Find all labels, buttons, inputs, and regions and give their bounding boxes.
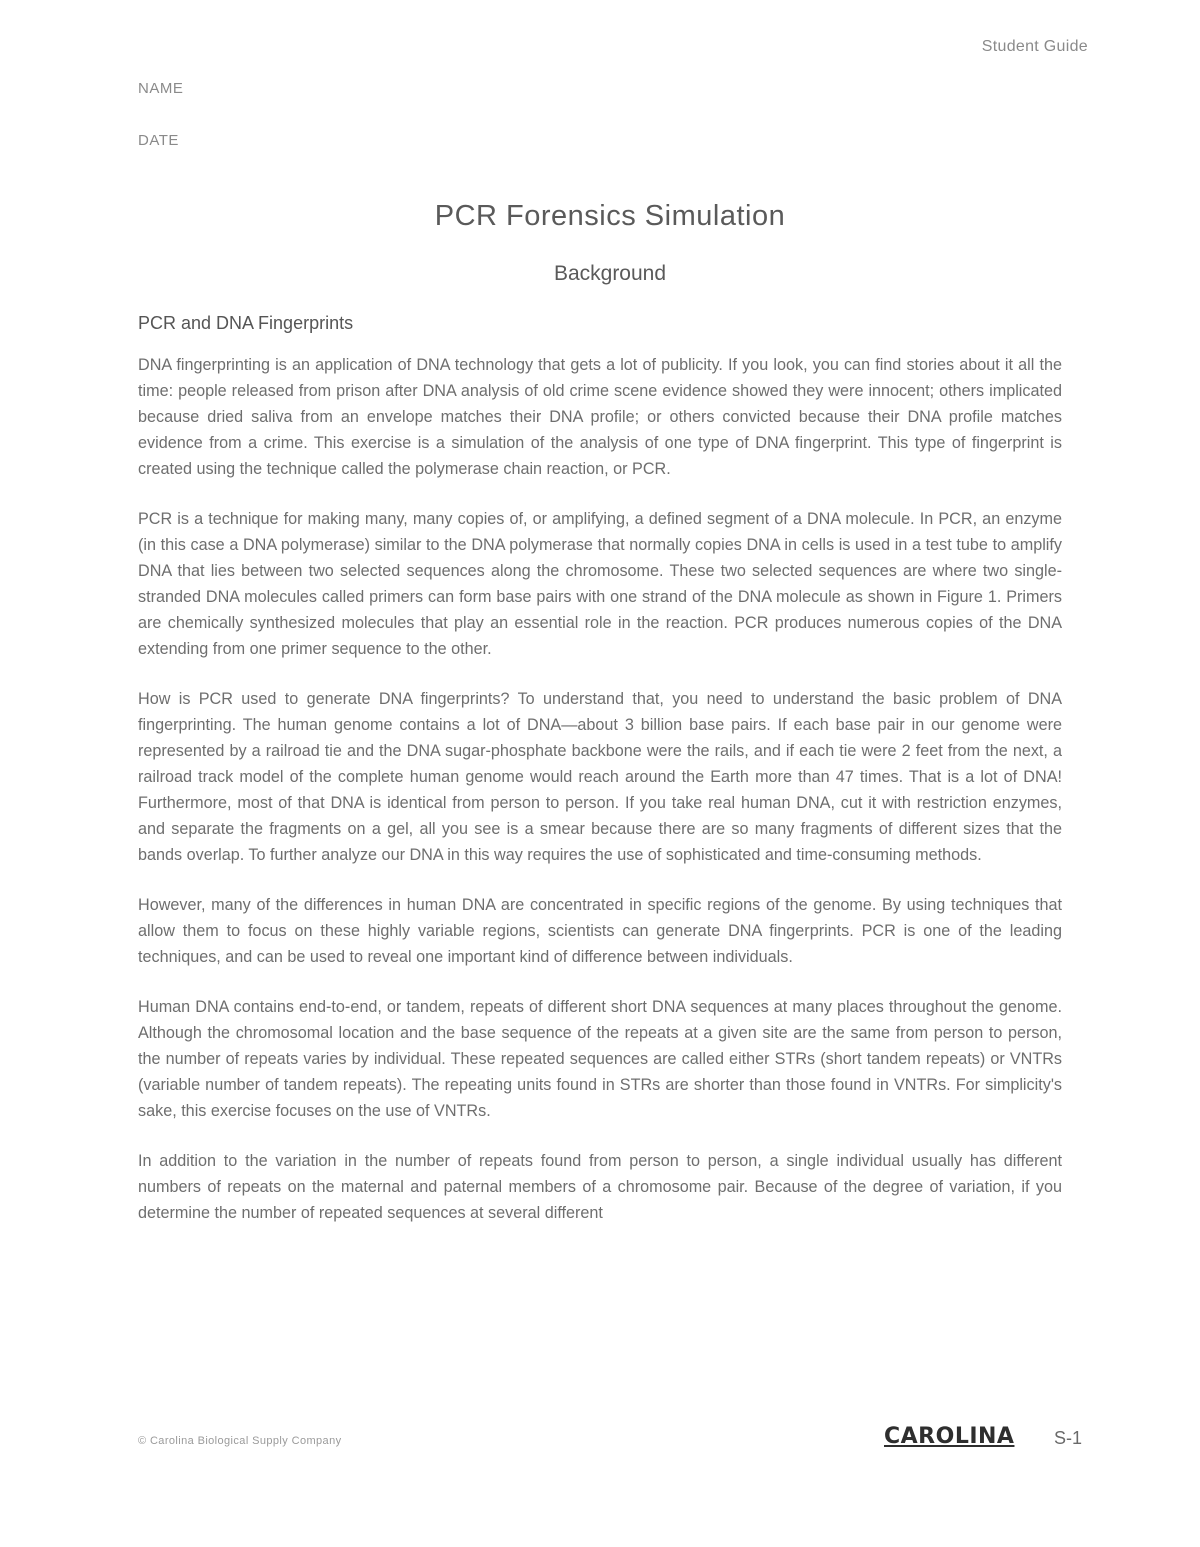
paragraph-1: DNA fingerprinting is an application of DNA technology that gets a lot of publicity. If you look, you can find stories about it all the time: people released from prison after DNA analysis of old crime scene evidence showed they were innocent; others implicated because dried saliva from an envelope matches their DNA profile; or others convicted because their DNA profile matches evidence from a crime. This exercise is a simulation of the analysis of one type of DNA fingerprint. This type of fingerprint is created using the technique called the polymerase chain reaction, or PCR.: [138, 356, 1062, 478]
paragraph-3: How is PCR used to generate DNA fingerprints? To understand that, you need to understand the basic problem of DNA fingerprinting. The human genome contains a lot of DNA—about 3 billion base pairs. If each base pair in our genome were represented by a railroad tie and the DNA sugar-phosphate backbone were the rails, and if each tie were 2 feet from the next, a railroad track model of the complete human genome would reach around the Earth more than 47 times. That is a lot of DNA! Furthermore, most of that DNA is identical from person to person. If you take real human DNA, cut it with restriction enzymes, and separate the fragments on a gel, all you see is a smear because there are so many fragments of different sizes that the bands overlap. To further analyze our DNA in this way requires the use of sophisticated and time-consuming methods.: [138, 690, 1062, 864]
paragraph-6: In addition to the variation in the number of repeats found from person to person, a single individual usually has different numbers of repeats on the maternal and paternal members of a chromosome pair. Because of the degree of variation, if you determine the number of repeated sequences at several different: [138, 1152, 1062, 1222]
page-number: S-1: [1054, 1428, 1083, 1448]
paragraph-2: PCR is a technique for making many, many copies of, or amplifying, a defined segment of a DNA molecule. In PCR, an enzyme (in this case a DNA polymerase) similar to the DNA polymerase that normally copies DNA in cells is used in a test tube to amplify DNA that lies between two selected sequences along the chromosome. These two selected sequences are where two single-stranded DNA molecules called primers can form base pairs with one strand of the DNA molecule as shown in Figure 1. Primers are chemically synthesized molecules that play an essential role in the reaction. PCR produces numerous copies of the DNA extending from one primer sequence to the other.: [138, 510, 1062, 658]
page-title: PCR Forensics Simulation: [434, 200, 786, 232]
section-heading: PCR and DNA Fingerprints: [138, 313, 354, 333]
header-label: Student Guide: [981, 38, 1088, 55]
paragraph-4: However, many of the differences in human DNA are concentrated in specific regions of the genome. By using techniques that allow them to focus on these highly variable regions, scientists can generate DNA fingerprints. PCR is one of the leading techniques, and can be used to reveal one important kind of difference between individuals.: [138, 896, 1062, 966]
footer-copyright: © Carolina Biological Supply Company: [138, 1435, 342, 1447]
paragraph-5: Human DNA contains end-to-end, or tandem, repeats of different short DNA sequences at many places throughout the genome. Although the chromosomal location and the base sequence of the repeats at a given site are the same from person to person, the number of repeats varies by individual. These repeated sequences are called either STRs (short tandem repeats) or VNTRs (variable number of tandem repeats). The repeating units found in STRs are shorter than those found in VNTRs. For simplicity's sake, this exercise focuses on the use of VNTRs.: [138, 998, 1062, 1120]
name-field-label: NAME: [138, 80, 184, 97]
date-field-label: DATE: [138, 132, 179, 149]
carolina-logo: CAROLINA: [884, 1424, 1015, 1449]
body-text: [138, 352, 1062, 1250]
page-subtitle: Background: [553, 262, 667, 285]
